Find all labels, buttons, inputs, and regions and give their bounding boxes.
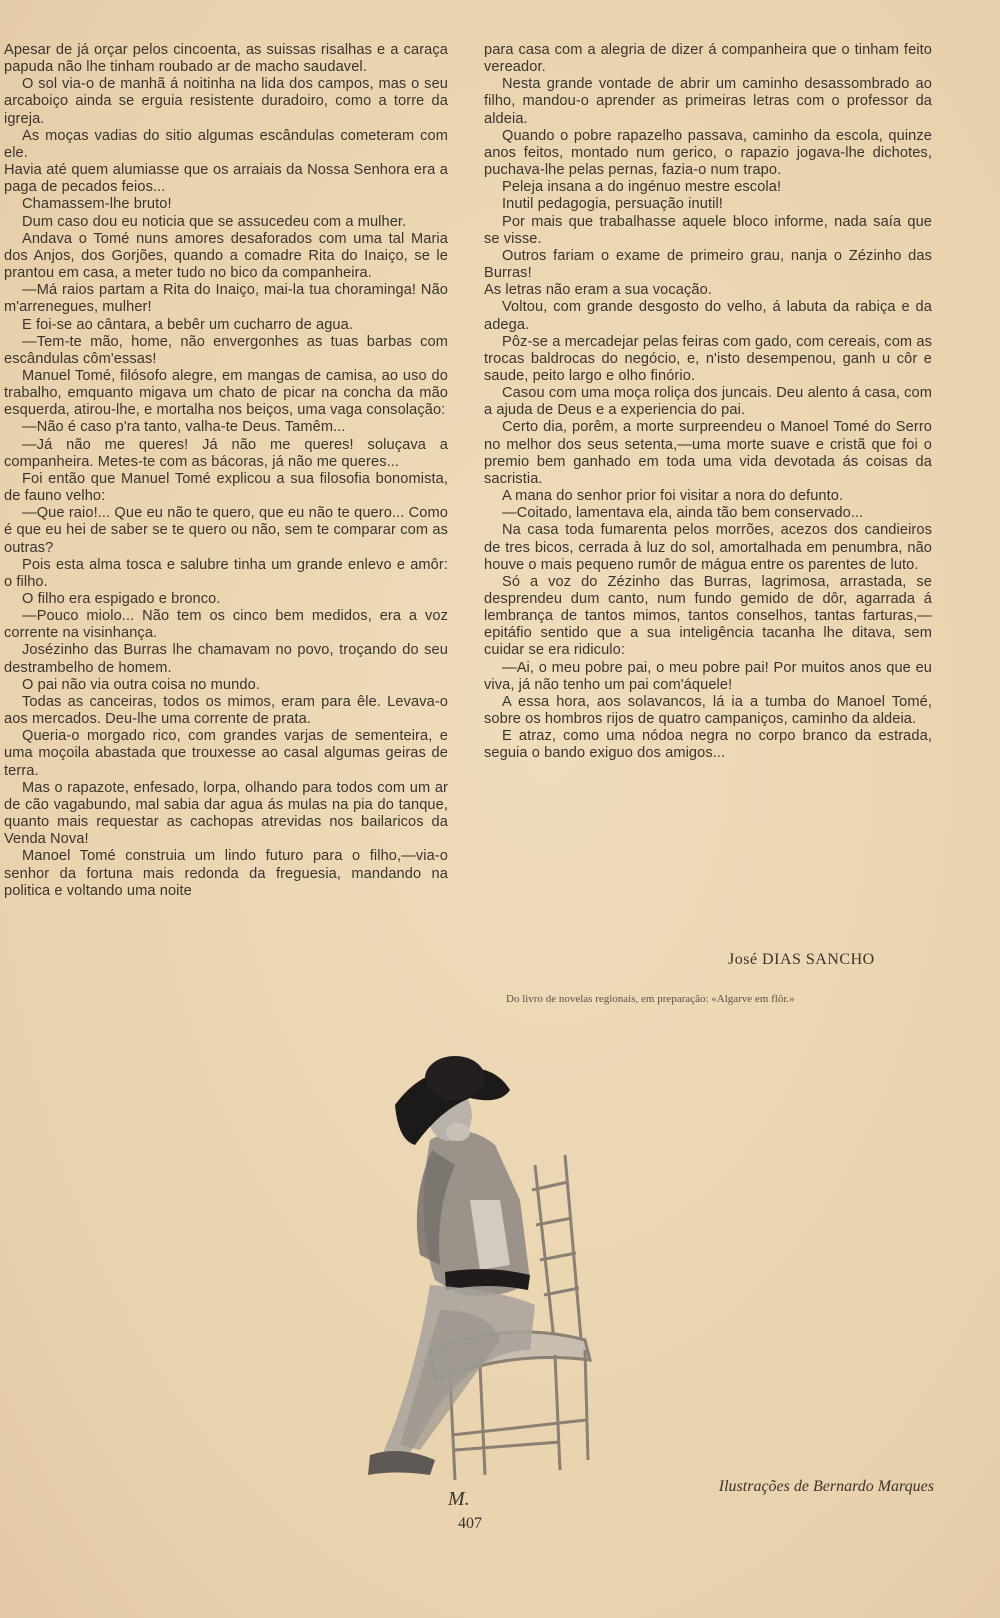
paragraph: Apesar de já orçar pelos cincoenta, as suissas risalhas e a caraça papuda não lhe tinham roubado ar de macho saudavel. [4, 42, 448, 76]
paragraph: Peleja insana a do ingénuo mestre escola! [502, 179, 782, 196]
paragraph: —Não é caso p'ra tanto, valha-te Deus. Tamêm... [22, 419, 346, 436]
paragraph: A mana do senhor prior foi visitar a nora do defunto. [502, 488, 844, 505]
paragraph: —Coitado, lamentava ela, ainda tão bem conservado... [502, 505, 864, 522]
source-footnote: Do livro de novelas regionais, em preparação: «Algarve em flôr.» [506, 993, 795, 1005]
illustration-credit: Ilustrações de Bernardo Marques [718, 1478, 934, 1495]
paragraph: —Tem-te mão, home, não envergonhes as tuas barbas com escândulas côm'essas! [4, 333, 448, 367]
paragraph: E atraz, como uma nódoa negra no corpo branco da estrada, seguia o bando exiguo dos amigos... [484, 728, 932, 762]
paragraph: Pôz-se a mercadejar pelas feiras com gado, com cereais, com as trocas baldrocas do negócio, e, n'isto desempenou, ganh u côr e saude, peito largo e olho finório. [484, 333, 932, 384]
paragraph: Foi então que Manuel Tomé explicou a sua filosofia bonomista, de fauno velho: [4, 470, 448, 505]
paragraph: Certo dia, porêm, a morte surpreendeu o Manoel Tomé do Serro no melhor dos seus setenta,—uma morte suave e cristã que foi o premio bem ganhado em toda uma vida devotada ás coisas da sacristia. [484, 419, 932, 487]
paragraph: Manoel Tomé construia um lindo futuro para o filho,—via-o senhor da fortuna mais redonda da freguesia, mandando na politica e voltando uma noite [4, 848, 448, 899]
paragraph: Casou com uma moça roliça dos juncais. Deu alento á casa, com a ajuda de Deus e a experiencia do pai. [484, 385, 932, 419]
paragraph: As letras não eram a sua vocação. [484, 282, 712, 299]
paragraph: Inutil pedagogia, persuação inutil! [502, 196, 723, 213]
paragraph: —Pouco miolo... Não tem os cinco bem medidos, era a voz corrente na visinhança. [4, 608, 448, 642]
paragraph: Outros fariam o exame de primeiro grau, nanja o Zézinho das Burras! [484, 247, 932, 282]
right-text-column [484, 42, 932, 763]
paragraph: Todas as canceiras, todos os mimos, eram para êle. Levava-o aos mercados. Deu-lhe uma corrente de prata. [4, 693, 448, 728]
paragraph: —Já não me queres! Já não me queres! soluçava a companheira. Metes-te com as bácoras, já não me queres... [4, 436, 448, 470]
paragraph: O sol via-o de manhã á noitinha na lida dos campos, mas o seu arcaboiço ainda se erguia resistente duradoiro, como a torre da igreja. [4, 76, 448, 127]
paragraph: —Que raio!... Que eu não te quero, que eu não te quero... Como é que eu hei de saber se te quero ou não, sem te comparar com as outras? [4, 505, 448, 556]
left-text-column [4, 42, 448, 900]
paragraph: Pois esta alma tosca e salubre tinha um grande enlevo e amôr: o filho. [4, 556, 448, 590]
paragraph: Queria-o morgado rico, com grandes varjas de sementeira, e uma moçoila abastada que trouxesse ao casal algumas geiras de terra. [4, 728, 448, 779]
paragraph: Quando o pobre rapazelho passava, caminho da escola, quinze anos feitos, montado num gerico, o rapazio jogava-lhe dichotes, puchava-lhe pelas pernas, fazia-o num trapo. [484, 127, 932, 179]
paragraph: Dum caso dou eu noticia que se assucedeu com a mulher. [22, 213, 407, 230]
seated-man-illustration [360, 1050, 620, 1510]
paragraph: Só a voz do Zézinho das Burras, lagrimosa, arrastada, se desprendeu dum canto, num fundo gemido de dôr, agarrada á lembrança de tantos mimos, tantos conselhos, tantas farturas,—epitáfio sentido que a sua inteligência tacanha lhe ditava, sem cuidar se era ridiculo: [484, 573, 932, 659]
paragraph: E foi-se ao cântara, a bebêr um cucharro de agua. [22, 316, 354, 333]
paragraph: As moças vadias do sitio algumas escândulas cometeram com ele. [4, 127, 448, 161]
paragraph: Andava o Tomé nuns amores desaforados com uma tal Maria dos Anjos, dos Gorjões, quando a comadre Rita do Inaiço, se le prantou em casa, a meter tudo no bico da companheira. [4, 230, 448, 282]
paragraph: Chamassem-lhe bruto! [22, 196, 172, 213]
paragraph: O pai não via outra coisa no mundo. [22, 676, 260, 693]
paragraph: —Má raios partam a Rita do Inaiço, mai-la tua choraminga! Não m'arrenegues, mulher! [4, 282, 448, 316]
paragraph: Na casa toda fumarenta pelos morrões, acezos dos candieiros de tres bicos, cerrada à luz do sol, amortalhada em penumbra, não houve o mais pequeno rumôr de mágua entre os parentes de luto. [484, 522, 932, 573]
author-byline: José DIAS SANCHO [728, 951, 875, 968]
page-number: 407 [458, 1515, 482, 1532]
paragraph: Havia até quem alumiasse que os arraiais da Nossa Senhora era a paga de pecados feios... [4, 162, 448, 196]
paragraph: —Ai, o meu pobre pai, o meu pobre pai! Por muitos anos que eu viva, já não tenho um pai com'áquele! [484, 659, 932, 693]
paragraph: Manuel Tomé, filósofo alegre, em mangas de camisa, ao uso do trabalho, emquanto migava um chato de picar na concha da mão esquerda, atirou-lhe, e mortalha nos beiços, uma vaga consolação: [4, 367, 448, 419]
paragraph: O filho era espigado e bronco. [22, 591, 221, 607]
paragraph: Voltou, com grande desgosto do velho, á labuta da rabiça e da adega. [484, 299, 932, 333]
paragraph: Josézinho das Burras lhe chamavam no povo, troçando do seu destrambelho de homem. [4, 642, 448, 676]
paragraph: Por mais que trabalhasse aquele bloco informe, nada saía que se visse. [484, 213, 932, 247]
paragraph: para casa com a alegria de dizer á companheira que o tinham feito vereador. [484, 42, 932, 76]
paragraph: Nesta grande vontade de abrir um caminho desassombrado ao filho, mandou-o aprender as primeiras letras com o professor da aldeia. [484, 76, 932, 127]
paragraph: A essa hora, aos solavancos, lá ia a tumba do Manoel Tomé, sobre os hombros rijos de quatro campaniços, caminho da aldeia. [484, 693, 932, 728]
paragraph: Mas o rapazote, enfesado, lorpa, olhando para todos com um ar de cão vagabundo, mal sabia dar agua ás mulas na pia do tanque, quanto mais requestar as cachopas atrevidas nos bailaricos da Venda Nova! [4, 779, 448, 848]
artist-signature: M. [448, 1488, 470, 1510]
